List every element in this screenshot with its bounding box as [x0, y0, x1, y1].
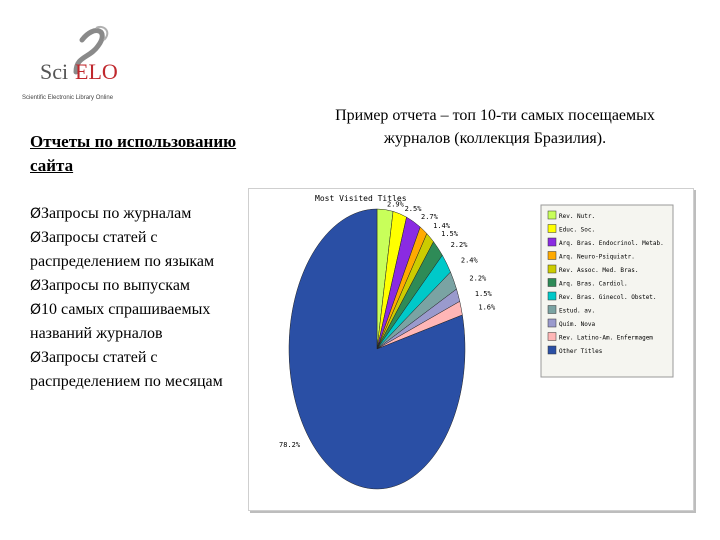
pie-slices	[289, 209, 465, 489]
report-item-journals[interactable]	[30, 202, 240, 226]
logo-sci-text: Sci	[40, 59, 69, 84]
legend-label: Rev. Latino-Am. Enfermagem	[559, 334, 653, 342]
arrow-bullet-icon: Ø	[30, 206, 42, 222]
pie-data-label: 78.2%	[279, 441, 301, 449]
report-list	[30, 202, 240, 394]
report-item-label: Запросы по выпускам	[41, 277, 191, 294]
legend-label: Educ. Soc.	[559, 226, 596, 234]
pie-data-label: 2.9%	[387, 200, 404, 209]
arrow-bullet-icon: Ø	[30, 278, 42, 294]
legend-swatch	[548, 211, 556, 219]
report-item-top10[interactable]	[30, 298, 240, 346]
section-title: Отчеты по использованию сайта	[30, 132, 237, 175]
legend-swatch	[548, 306, 556, 314]
report-item-languages[interactable]	[30, 226, 240, 274]
legend-swatch	[548, 292, 556, 300]
report-item-label: 10 самых спрашиваемых названий журналов	[30, 301, 211, 342]
pie-data-label: 2.2%	[469, 274, 487, 283]
report-item-label: Запросы статей с распределением по месяцам	[30, 349, 223, 390]
legend-label: Arq. Neuro-Psiquiatr.	[559, 253, 635, 261]
arrow-bullet-icon: Ø	[30, 230, 42, 246]
legend-label: Other Titles	[559, 348, 603, 355]
legend-swatch	[548, 265, 556, 273]
report-frame	[248, 188, 694, 511]
legend-label: Rev. Bras. Ginecol. Obstet.	[559, 294, 657, 301]
legend-swatch	[548, 333, 556, 341]
pie-data-label: 2.7%	[420, 213, 438, 222]
legend-label: Rev. Nutr.	[559, 213, 596, 220]
logo-elo-text: ELO	[75, 59, 118, 84]
legend-swatch	[548, 279, 556, 287]
legend-swatch	[548, 252, 556, 260]
pie-data-label: 2.5%	[404, 205, 422, 214]
legend-label: Estud. av.	[559, 307, 596, 315]
legend-swatch	[548, 225, 556, 233]
chart-caption: Пример отчета – топ 10-ти самых посещаемых журналов (коллекция Бразилия).	[335, 107, 655, 147]
legend-swatch	[548, 346, 556, 354]
chart-title: Most Visited Titles	[315, 194, 407, 203]
scielo-logo	[18, 22, 148, 106]
legend-swatch	[548, 319, 556, 327]
pie-data-label: 1.5%	[474, 289, 492, 298]
logo-subtitle: Scientific Electronic Library Online	[22, 95, 114, 101]
pie-data-label: 1.6%	[478, 303, 496, 312]
legend-label: Arq. Bras. Cardiol.	[559, 280, 628, 288]
pie-data-label: 2.2%	[450, 240, 468, 249]
legend-label: Rev. Assoc. Med. Bras.	[559, 267, 639, 274]
pie-data-label: 1.5%	[441, 229, 458, 238]
legend-label: Quím. Nova	[559, 321, 596, 328]
report-item-label: Запросы по журналам	[41, 205, 192, 222]
pie-chart	[249, 189, 693, 510]
report-item-months[interactable]	[30, 346, 240, 394]
pie-data-label: 1.4%	[433, 222, 450, 231]
pie-data-label: 2.4%	[460, 256, 478, 265]
arrow-bullet-icon: Ø	[30, 350, 42, 366]
report-item-issues[interactable]	[30, 274, 240, 298]
legend-swatch	[548, 238, 556, 246]
legend	[541, 205, 673, 377]
report-item-label: Запросы статей с распределением по языкам	[30, 229, 215, 270]
legend-label: Arq. Bras. Endocrinol. Metab.	[559, 240, 664, 247]
scielo-logo-mark	[18, 22, 148, 106]
arrow-bullet-icon: Ø	[30, 302, 42, 318]
